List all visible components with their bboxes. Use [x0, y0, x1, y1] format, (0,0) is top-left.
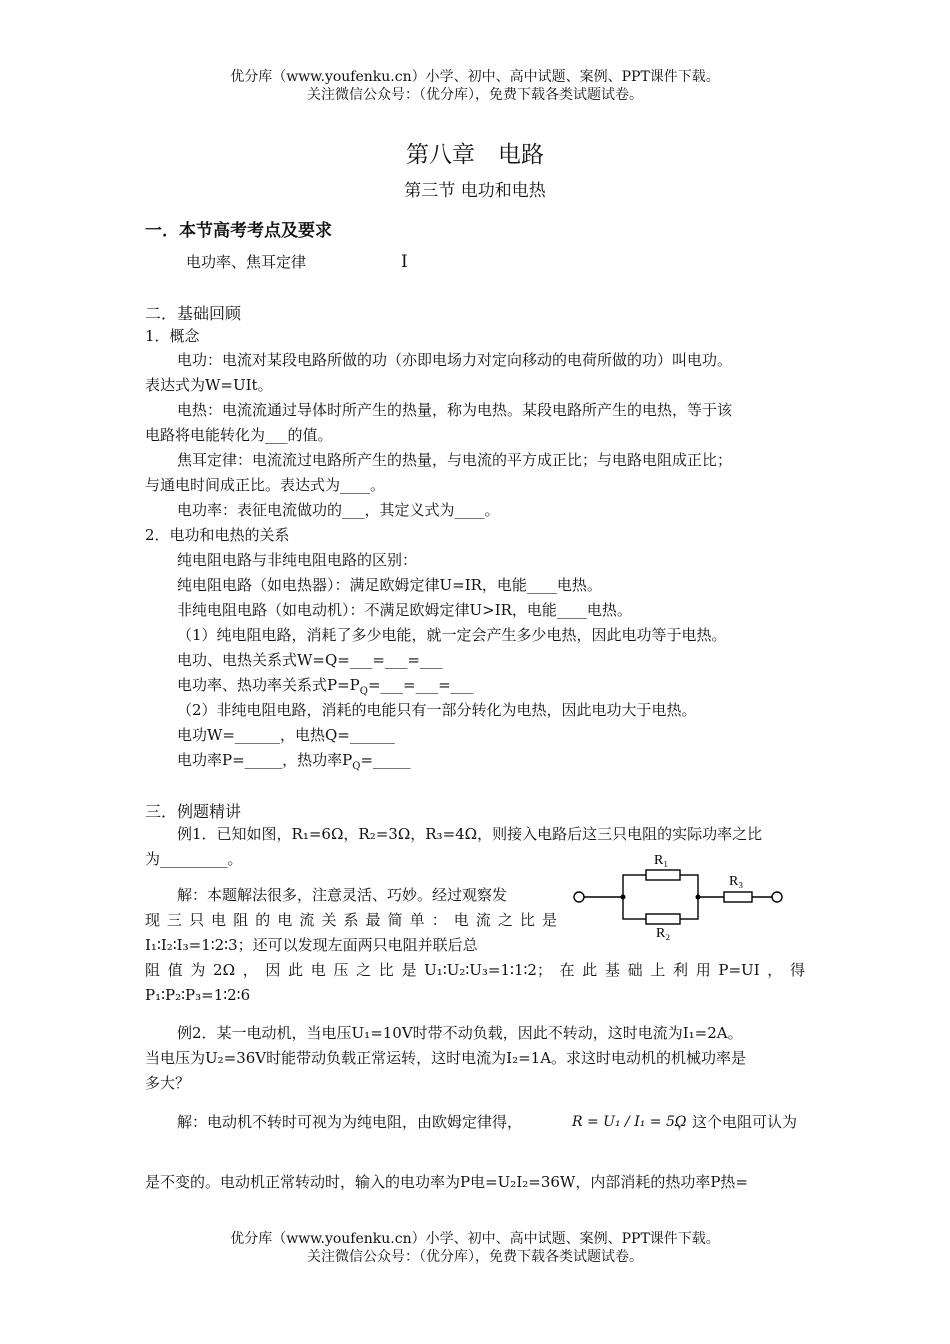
concept-joule-law-2: 与通电时间成正比。表达式为____。	[145, 476, 386, 494]
relation-line-8: 电功W=______，电热Q=______	[177, 726, 395, 744]
part2-sub2: 2．电功和电热的关系	[145, 526, 290, 544]
solution1-line-2: 现三只电阻的电流关系最简单：电流之比是	[145, 911, 557, 929]
parallel-branch	[623, 875, 698, 919]
solution2-line-1: 解：电动机不转时可视为为纯电阻，由欧姆定律得，	[177, 1113, 523, 1131]
solution2-formula: R = U₁ / I₁ = 5Ω	[572, 1114, 687, 1130]
relation-line-2: 纯电阻电路（如电热器）：满足欧姆定律U=IR，电能____电热。	[177, 576, 602, 594]
chapter-title: 第八章 电路	[406, 142, 544, 168]
relation-line-9: 电功率P=_____，热功率$P_Q=\_\_\_\_\_$	[177, 751, 411, 772]
section-title: 第三节 电功和电热	[404, 181, 546, 201]
part1-heading: 一．本节高考考点及要求	[145, 221, 332, 241]
example1-blank: 为_________。	[145, 850, 243, 868]
example2-line-1: 例2．某一电动机，当电压U₁=10V时带不动负载，因此不转动，这时电流为I₁=2A。	[177, 1024, 743, 1042]
label-r3: R₃	[729, 874, 744, 889]
solution2-line-2: 是不变的。电动机正常转动时，输入的电功率为P电=U₂I₂=36W，内部消耗的热功率P热=	[145, 1173, 748, 1191]
right-terminal	[772, 892, 782, 902]
part1-item: 电功率、焦耳定律	[186, 253, 307, 271]
header-line-2: 关注微信公众号：（优分库），免费下载各类试题试卷。	[307, 87, 643, 103]
example2-line-3: 多大？	[145, 1074, 191, 1092]
example1-question: 例1．已知如图，R₁=6Ω，R₂=3Ω，R₃=4Ω，则接入电路后这三只电阻的实际功率之比	[177, 825, 763, 843]
resistor-r3	[724, 892, 752, 902]
footer-line-2: 关注微信公众号：（优分库），免费下载各类试题试卷。	[307, 1249, 643, 1265]
label-r1: R₁	[654, 853, 669, 868]
relation-line-7: （2）非纯电阻电路，消耗的电能只有一部分转化为电热，因此电功大于电热。	[177, 701, 697, 719]
resistor-r1	[646, 870, 680, 880]
solution1-line-1: 解：本题解法很多，注意灵活、巧妙。经过观察发	[177, 886, 508, 904]
solution1-line-5: P₁∶P₂∶P₃=1∶2∶6	[145, 986, 251, 1004]
concept-electric-work: 电功：电流对某段电路所做的功（亦即电场力对定向移动的电荷所做的功）叫电功。	[177, 351, 733, 369]
part2-heading: 二．基础回顾	[145, 304, 242, 323]
left-terminal	[574, 892, 584, 902]
relation-line-4: （1）纯电阻电路，消耗了多少电能，就一定会产生多少电热，因此电功等于电热。	[177, 626, 727, 644]
example2-line-2: 当电压为U₂=36V时能带动负载正常运转，这时电流为I₂=1A。求这时电动机的机械功率是	[145, 1049, 747, 1067]
relation-line-6: 电功率、热功率关系式$P=P_Q=\_\_\_=\_\_\_=\_\_\_$	[177, 676, 474, 697]
relation-line-3: 非纯电阻电路（如电动机）：不满足欧姆定律U>IR，电能____电热。	[177, 601, 632, 619]
part1-level: Ⅰ	[401, 252, 408, 272]
concept-joule-law: 焦耳定律：电流流过电路所产生的热量，与电流的平方成正比；与电路电阻成正比；	[177, 451, 733, 469]
concept-electric-heat: 电热：电流流通过导体时所产生的热量，称为电热。某段电路所产生的电热，等于该	[177, 401, 733, 419]
circuit-diagram	[568, 845, 793, 940]
header-line-1: 优分库（www.youfenku.cn）小学、初中、高中试题、案例、PPT课件下载。	[230, 69, 720, 85]
footer-line-1: 优分库（www.youfenku.cn）小学、初中、高中试题、案例、PPT课件下载。	[230, 1231, 720, 1247]
part2-sub1: 1．概念	[145, 327, 200, 345]
relation-line-1: 纯电阻电路与非纯电阻电路的区别：	[177, 551, 418, 569]
concept-electric-work-formula: 表达式为W=UIt。	[145, 376, 273, 394]
part3-heading: 三．例题精讲	[145, 802, 242, 821]
solution2-line-1-end: ，这个电阻可认为	[677, 1113, 798, 1131]
resistor-r2	[646, 914, 680, 924]
solution1-line-4: 阻值为2Ω，因此电压之比是U₁∶U₂∶U₃=1∶1∶2；在此基础上利用P=UI，得	[145, 961, 805, 979]
concept-power: 电功率：表征电流做功的___，其定义式为____。	[177, 501, 500, 519]
concept-electric-heat-2: 电路将电能转化为___的值。	[145, 426, 333, 444]
relation-line-5: 电功、电热关系式W=Q=___=___=___	[177, 651, 443, 669]
solution1-line-3: I₁∶I₂∶I₃=1∶2∶3；还可以发现左面两只电阻并联后总	[145, 936, 478, 954]
label-r2: R₂	[656, 926, 671, 940]
